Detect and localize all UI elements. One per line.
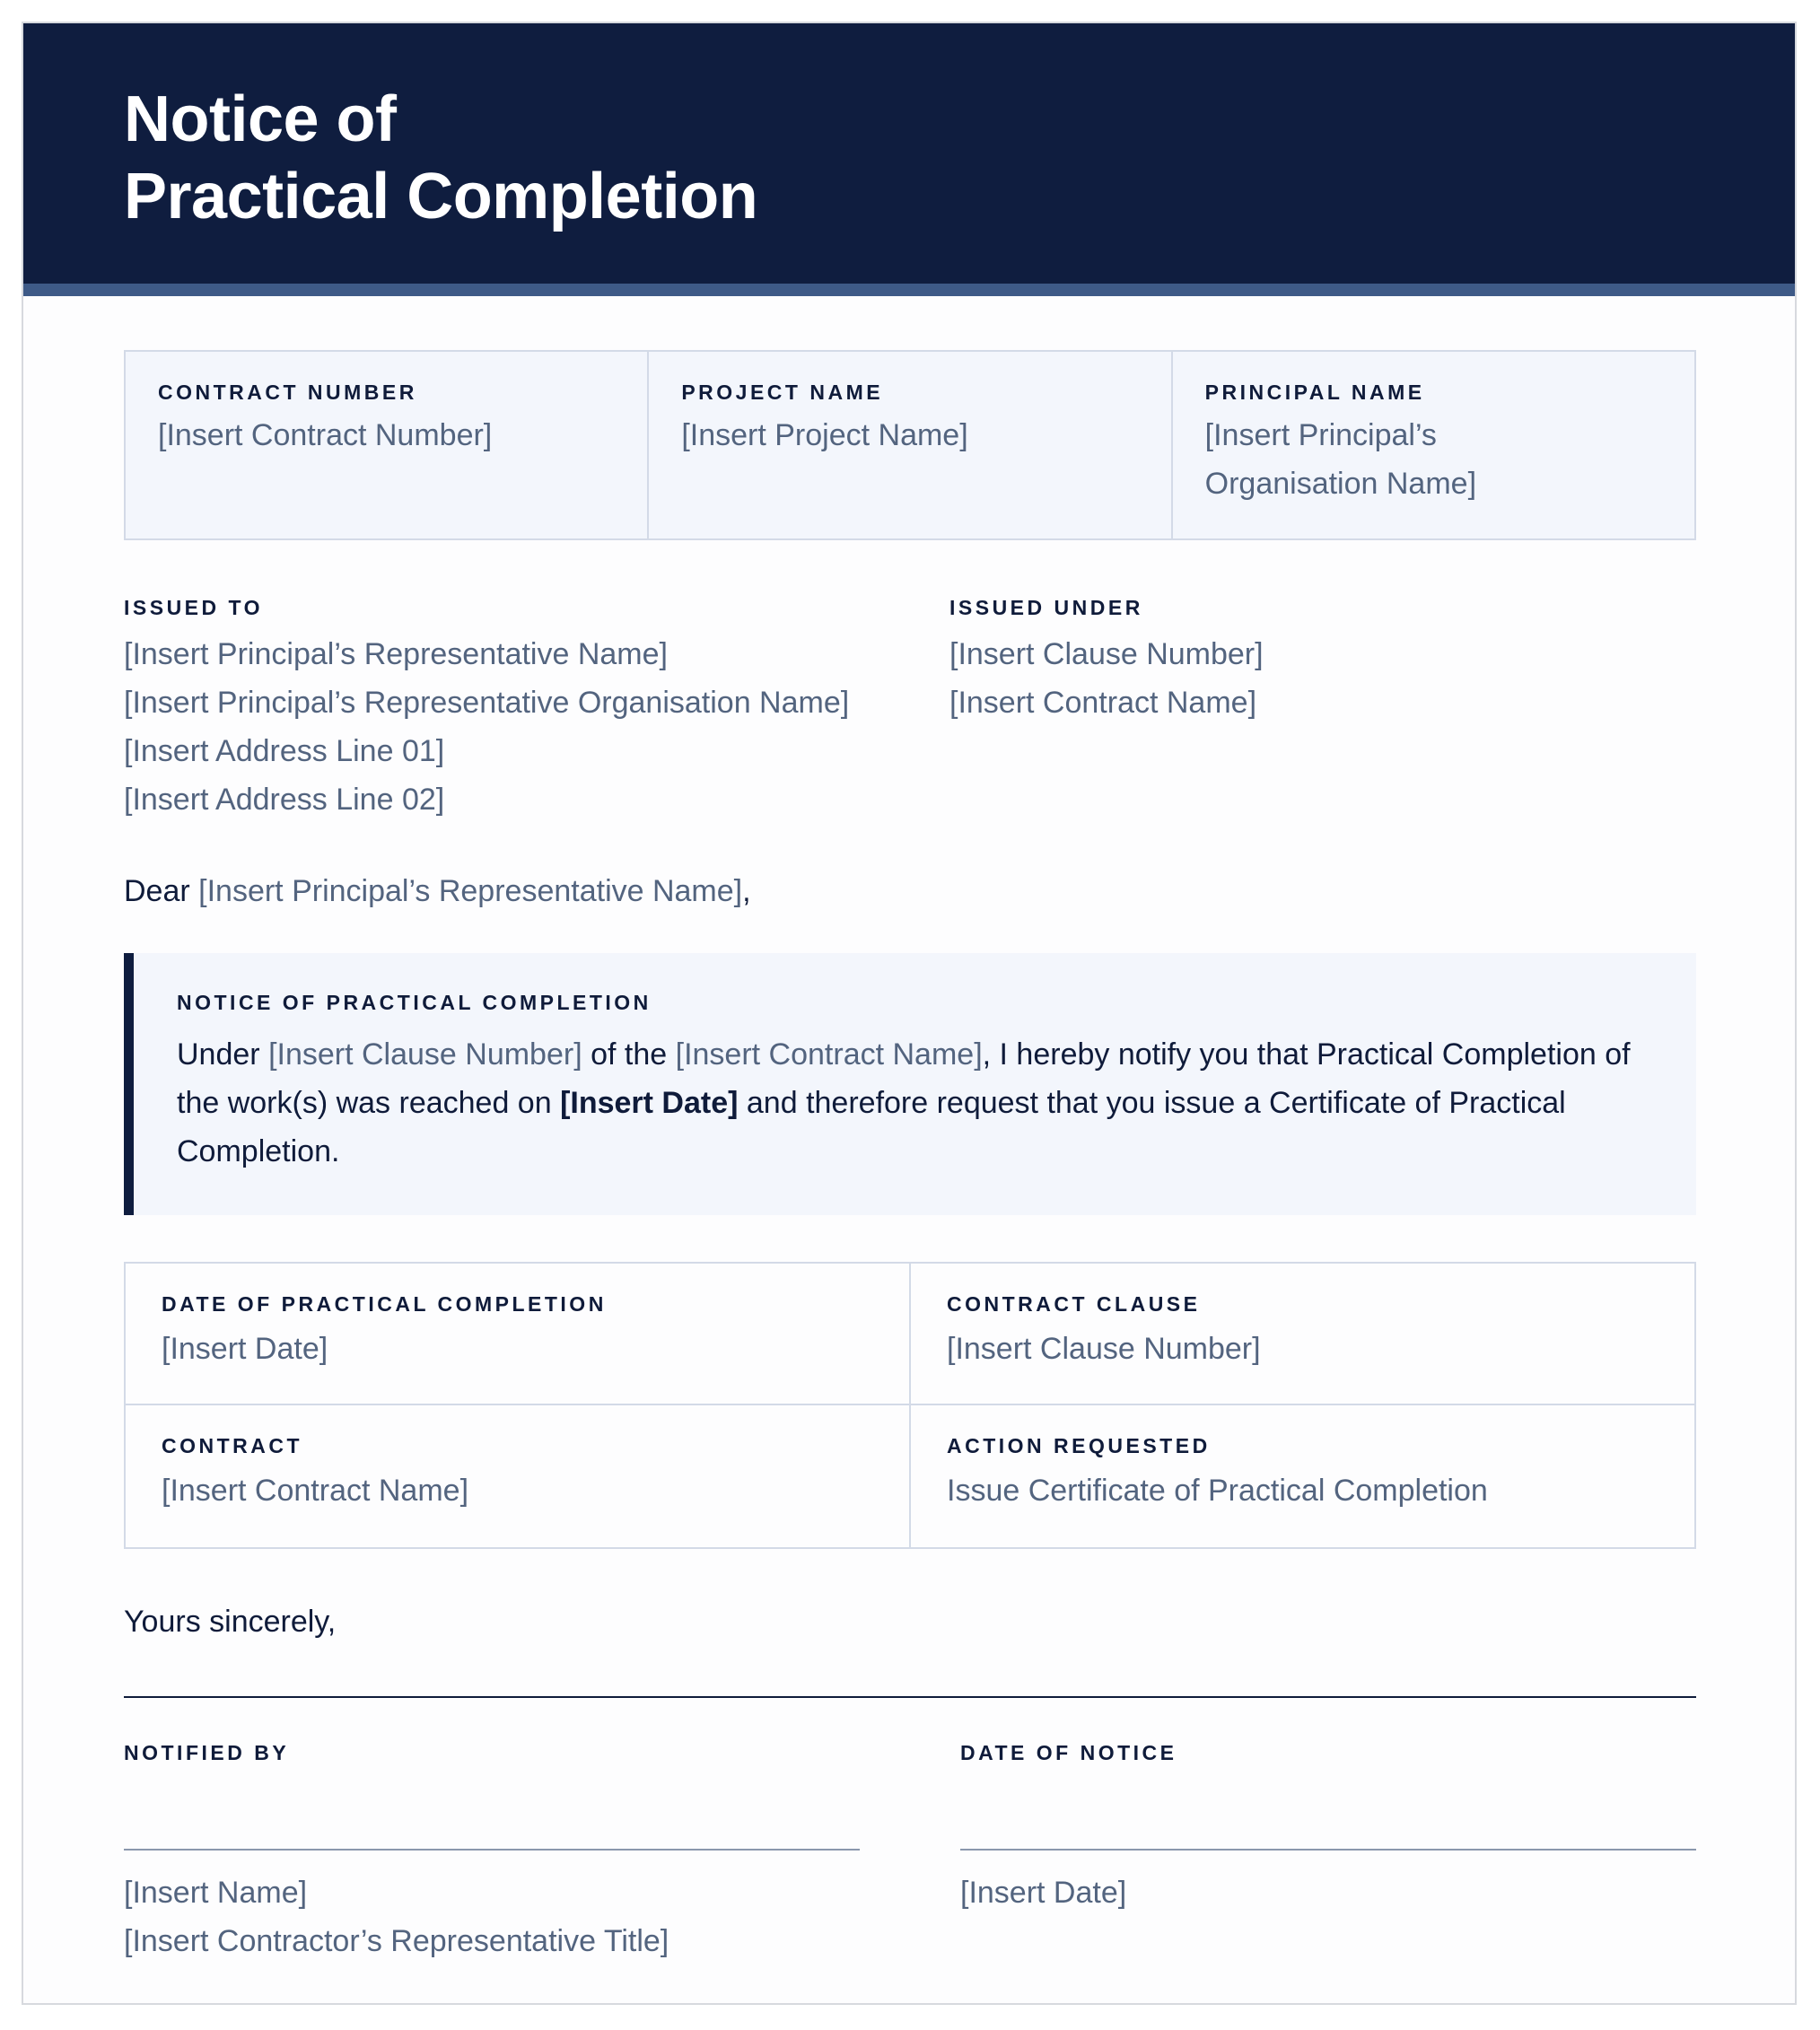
notice-date-placeholder: [Insert Date] — [560, 1086, 739, 1120]
date-of-notice-label: DATE OF NOTICE — [960, 1741, 1177, 1764]
signatory-name: [Insert Name] — [124, 1876, 308, 1910]
header-accent-rule — [23, 284, 1795, 296]
contract-label: CONTRACT — [162, 1434, 303, 1457]
notice-text-part: Under — [177, 1037, 269, 1072]
issued-under-block — [949, 594, 1696, 824]
issued-under-label: ISSUED UNDER — [949, 596, 1143, 619]
signatory-title: [Insert Contractor’s Representative Title] — [124, 1924, 669, 1958]
issued-under-line: [Insert Clause Number] — [949, 637, 1264, 671]
date-of-notice-value: [Insert Date] — [960, 1876, 1127, 1910]
issued-to-line: [Insert Address Line 01] — [124, 734, 445, 768]
details-row — [126, 1264, 1694, 1404]
notified-by-block — [124, 1739, 860, 1965]
salutation-suffix: , — [742, 874, 751, 908]
title-line-2: Practical Completion — [124, 161, 758, 232]
notice-text-part: , I hereby notify you that Practical Completion of the work(s) was reached on — [177, 1037, 1631, 1120]
principal-name-cell — [1171, 352, 1694, 538]
principal-name-line-1: [Insert Principal’s — [1204, 418, 1437, 452]
notice-label: NOTICE OF PRACTICAL COMPLETION — [177, 991, 652, 1014]
completion-date-cell — [126, 1264, 909, 1404]
issued-section — [124, 594, 1696, 824]
notice-contract-placeholder: [Insert Contract Name] — [675, 1037, 983, 1072]
issued-to-line: [Insert Principal’s Representative Name] — [124, 637, 668, 671]
signature-section — [124, 1739, 1696, 1965]
contract-number-cell — [126, 352, 647, 538]
contract-clause-label: CONTRACT CLAUSE — [947, 1292, 1201, 1316]
completion-date-label: DATE OF PRACTICAL COMPLETION — [162, 1292, 607, 1316]
issued-to-label: ISSUED TO — [124, 596, 264, 619]
signatory-details — [124, 1868, 860, 1965]
header-banner — [23, 23, 1795, 284]
action-requested-value: Issue Certificate of Practical Completion — [947, 1474, 1488, 1508]
date-of-notice-block — [960, 1739, 1696, 1965]
details-row — [126, 1404, 1694, 1547]
issued-to-line: [Insert Principal’s Representative Organisation Name] — [124, 686, 850, 720]
action-requested-cell — [909, 1405, 1694, 1547]
date-line — [960, 1849, 1696, 1851]
notice-callout — [124, 953, 1696, 1215]
notice-text-part: and therefore request that you issue a Certificate of Practical Completion. — [177, 1086, 1566, 1168]
contract-number-value: [Insert Contract Number] — [158, 418, 493, 452]
completion-date-value: [Insert Date] — [162, 1332, 328, 1366]
principal-name-line-2: Organisation Name] — [1204, 467, 1477, 501]
principal-name-value — [1205, 411, 1662, 508]
notice-clause-placeholder: [Insert Clause Number] — [268, 1037, 582, 1072]
issued-to-line: [Insert Address Line 02] — [124, 783, 445, 817]
action-requested-label: ACTION REQUESTED — [947, 1434, 1211, 1457]
notice-text-part: of the — [582, 1037, 676, 1072]
document-title — [124, 81, 757, 235]
title-line-1: Notice of — [124, 83, 397, 155]
project-name-label: PROJECT NAME — [681, 381, 884, 404]
closing-text: Yours sincerely, — [124, 1605, 337, 1639]
project-name-value: [Insert Project Name] — [681, 418, 968, 452]
issued-to-block — [124, 594, 949, 824]
salutation-prefix: Dear — [124, 874, 199, 908]
issued-under-line: [Insert Contract Name] — [949, 686, 1257, 720]
principal-name-label: PRINCIPAL NAME — [1204, 381, 1425, 404]
document-body — [124, 350, 1696, 1965]
salutation — [124, 869, 1696, 914]
notice-text — [177, 1030, 1653, 1176]
signature-divider — [124, 1696, 1696, 1698]
notified-by-label: NOTIFIED BY — [124, 1741, 290, 1764]
salutation-name: [Insert Principal’s Representative Name] — [198, 874, 743, 908]
contract-clause-value: [Insert Clause Number] — [947, 1332, 1261, 1366]
signature-line — [124, 1849, 860, 1851]
details-table — [124, 1262, 1696, 1549]
date-details — [960, 1868, 1696, 1917]
contract-value: [Insert Contract Name] — [162, 1474, 469, 1508]
contract-clause-cell — [909, 1264, 1694, 1404]
document-page — [22, 22, 1797, 2005]
contract-cell — [126, 1405, 909, 1547]
contract-number-label: CONTRACT NUMBER — [158, 381, 417, 404]
contract-info-strip — [124, 350, 1696, 540]
project-name-cell — [647, 352, 1170, 538]
